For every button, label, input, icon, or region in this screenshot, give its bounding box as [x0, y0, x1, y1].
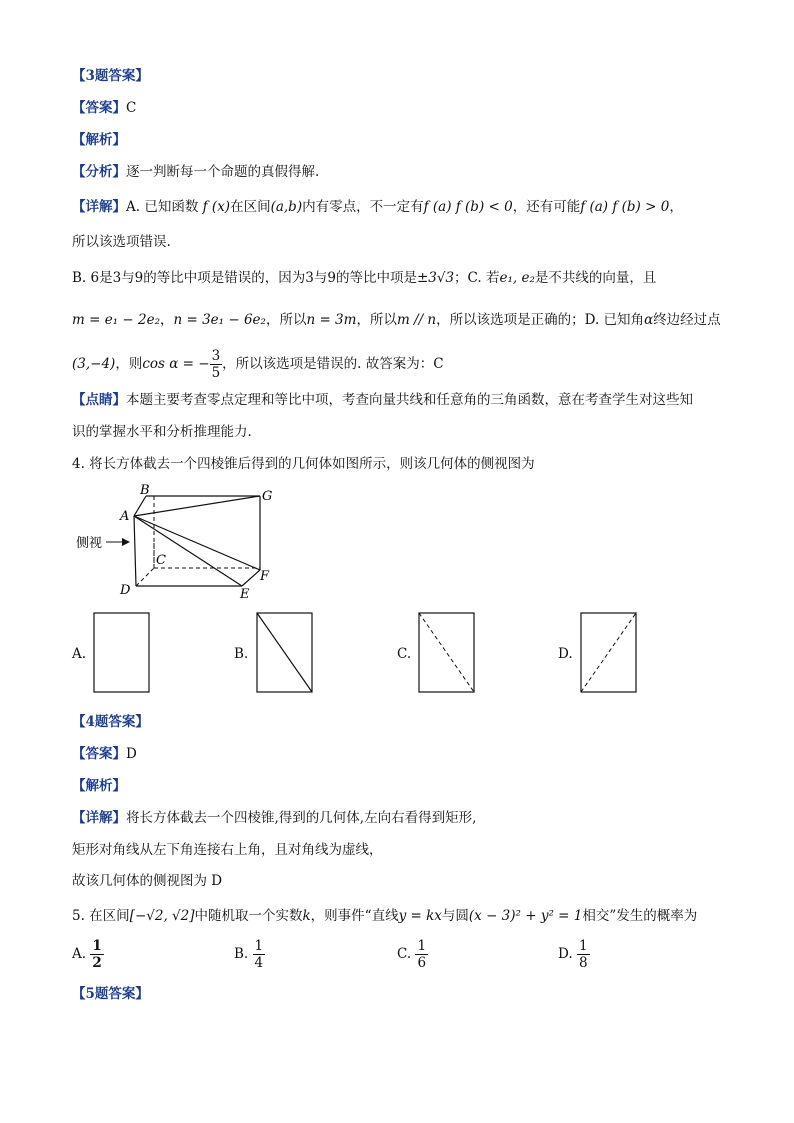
- q3-fenxi-line: [72, 162, 319, 182]
- q5-option-c[interactable]: [397, 938, 428, 971]
- math-m-parallel-n: m // n: [396, 312, 437, 328]
- option-fraction: [577, 938, 590, 971]
- line-c-text1: ，所以: [265, 312, 307, 328]
- q5-stem-mid3: 与圆: [441, 908, 469, 924]
- fraction-numerator: 1: [254, 938, 264, 954]
- math-n-eq-3m: n = 3m: [306, 312, 357, 328]
- math-interval: [−√2, √2]: [129, 908, 195, 924]
- q4-option-b-label[interactable]: B.: [234, 646, 249, 662]
- q3-line-b: [72, 268, 656, 288]
- math-interval: (a,b): [270, 199, 303, 215]
- vertex-label-c: C: [156, 553, 166, 568]
- detail-tag: 【详解】: [72, 199, 126, 215]
- q4-option-a-label[interactable]: A.: [72, 646, 87, 662]
- detail-text1: 将长方体截去一个四棱锥,得到的几何体,左向右看得到矩形,: [126, 810, 477, 826]
- q5-option-a[interactable]: [72, 938, 104, 971]
- q5-stem: [72, 906, 697, 926]
- vertex-label-d: D: [120, 583, 131, 598]
- q5-stem-end: 相交”发生的概率为: [582, 908, 698, 924]
- vertex-label-b: B: [140, 483, 150, 498]
- q5-stem-mid2: ，则事件“直线: [310, 908, 399, 924]
- line-b-text1: B. 6是3与9的等比中项是错误的，因为3与9的等比中项是: [72, 270, 417, 286]
- detail-a-prefix: A. 已知函数: [126, 199, 199, 215]
- math-ineq-1: f (a) f (b) < 0: [423, 199, 513, 215]
- q4-option-a-figure[interactable]: [93, 612, 151, 694]
- q4-answer-header: 【4题答案】: [72, 714, 149, 730]
- fraction-denominator: 6: [417, 955, 427, 971]
- side-view-label: 侧视: [76, 536, 103, 551]
- math-line-eq: y = kx: [398, 908, 442, 924]
- option-fraction: [90, 938, 103, 971]
- math-n-def: n = 3e₁ − 6e₂: [173, 312, 266, 328]
- option-label: D.: [558, 946, 573, 962]
- detail-a-mid3: ，还有可能: [512, 199, 581, 215]
- fraction-denominator: 5: [211, 365, 221, 381]
- q5-answer-header: 【5题答案】: [72, 986, 149, 1002]
- math-m-def: m = e₁ − 2e₂: [72, 312, 160, 328]
- q3-line-d: [72, 348, 444, 381]
- math-pm-root: ±3√3: [416, 270, 455, 286]
- option-label: C.: [397, 946, 412, 962]
- q4-detail-line2: 矩形对角线从左下角连接右上角，且对角线为虚线，: [72, 842, 383, 858]
- fraction-numerator: 1: [578, 938, 588, 954]
- q4-answer-line: [72, 744, 137, 764]
- dianjing-tag: 【点睛】: [72, 392, 126, 408]
- fraction-denominator: 8: [578, 955, 588, 971]
- answer-tag: 【答案】: [72, 100, 126, 116]
- fraction: [210, 348, 223, 381]
- fenxi-tag: 【分析】: [72, 164, 126, 180]
- q3-line-a2: 所以该选项错误.: [72, 234, 171, 250]
- option-fraction: [415, 938, 428, 971]
- q4-analysis-tag: 【解析】: [72, 778, 126, 794]
- answer-value: C: [126, 100, 137, 116]
- q4-detail-line1: [72, 808, 476, 828]
- fraction-denominator: 2: [92, 955, 102, 971]
- option-label: B.: [234, 946, 249, 962]
- fraction-numerator: 1: [417, 938, 427, 954]
- math-alpha: α: [644, 312, 654, 328]
- math-k: k: [302, 908, 311, 924]
- line-c-text2: ，所以: [356, 312, 397, 328]
- line-b-text2: ；C. 若: [454, 270, 500, 286]
- q3-answer-line: [72, 98, 136, 118]
- q3-answer-header: 【3题答案】: [72, 68, 149, 84]
- math-ineq-2: f (a) f (b) > 0: [580, 199, 670, 215]
- line-c-text4: 终边经过点: [653, 312, 721, 328]
- q4-figure: [70, 480, 290, 600]
- q3-detail-line-a: [72, 197, 683, 217]
- q4-detail-line3: 故该几何体的侧视图为 D: [72, 873, 223, 889]
- vertex-label-g: G: [262, 489, 273, 504]
- vertex-label-e: E: [240, 587, 250, 600]
- fraction-numerator: 3: [211, 348, 221, 364]
- math-vectors-e: e₁, e₂: [499, 270, 535, 286]
- line-d-text1: ，则: [115, 356, 143, 372]
- answer-value: D: [126, 746, 137, 762]
- detail-a-mid1: 在区间: [230, 199, 271, 215]
- line-c-sep: ，: [159, 312, 174, 328]
- q5-stem-prefix: 5. 在区间: [72, 908, 130, 924]
- line-c-text3: ，所以该选项是正确的；D. 已知角: [436, 312, 645, 328]
- line-d-text2: ，所以该选项是错误的. 故答案为：C: [222, 356, 444, 372]
- q4-option-c-figure[interactable]: [418, 612, 476, 694]
- math-cos: cos α = −: [142, 356, 210, 372]
- detail-a-mid2: 内有零点，不一定有: [302, 199, 424, 215]
- vertex-label-f: F: [260, 569, 270, 584]
- detail-tag: 【详解】: [72, 810, 126, 826]
- answer-tag: 【答案】: [72, 746, 126, 762]
- q4-option-d-label[interactable]: D.: [558, 646, 573, 662]
- option-label: A.: [72, 946, 87, 962]
- q3-line-c: [72, 310, 721, 330]
- q3-analysis-tag: 【解析】: [72, 132, 126, 148]
- math-point: (3,−4): [72, 356, 116, 372]
- detail-a-end: ，: [669, 199, 683, 215]
- fraction-numerator: 1: [92, 938, 102, 954]
- q4-option-d-figure[interactable]: [580, 612, 638, 694]
- math-fx: f (x): [202, 199, 231, 215]
- math-circle-eq: (x − 3)² + y² = 1: [468, 908, 583, 924]
- q4-option-c-label[interactable]: C.: [397, 646, 412, 662]
- vertex-label-a: A: [120, 509, 130, 524]
- fenxi-text: 逐一判断每一个命题的真假得解.: [126, 164, 320, 180]
- fraction-denominator: 4: [254, 955, 264, 971]
- q3-dianjing-line: [72, 390, 693, 410]
- q4-option-b-figure[interactable]: [256, 612, 314, 694]
- q3-dianjing-line2: 识的掌握水平和分析推理能力.: [72, 424, 252, 440]
- q5-option-b[interactable]: [234, 938, 265, 971]
- q5-stem-mid1: 中随机取一个实数: [194, 908, 303, 924]
- line-b-text3: 是不共线的向量，且: [534, 270, 657, 286]
- q5-option-d[interactable]: [558, 938, 590, 971]
- option-fraction: [253, 938, 266, 971]
- dianjing-text1: 本题主要考查零点定理和等比中项，考查向量共线和任意角的三角函数，意在考查学生对这些知: [126, 392, 693, 408]
- q4-stem: 4. 将长方体截去一个四棱锥后得到的几何体如图所示，则该几何体的侧视图为: [72, 456, 535, 472]
